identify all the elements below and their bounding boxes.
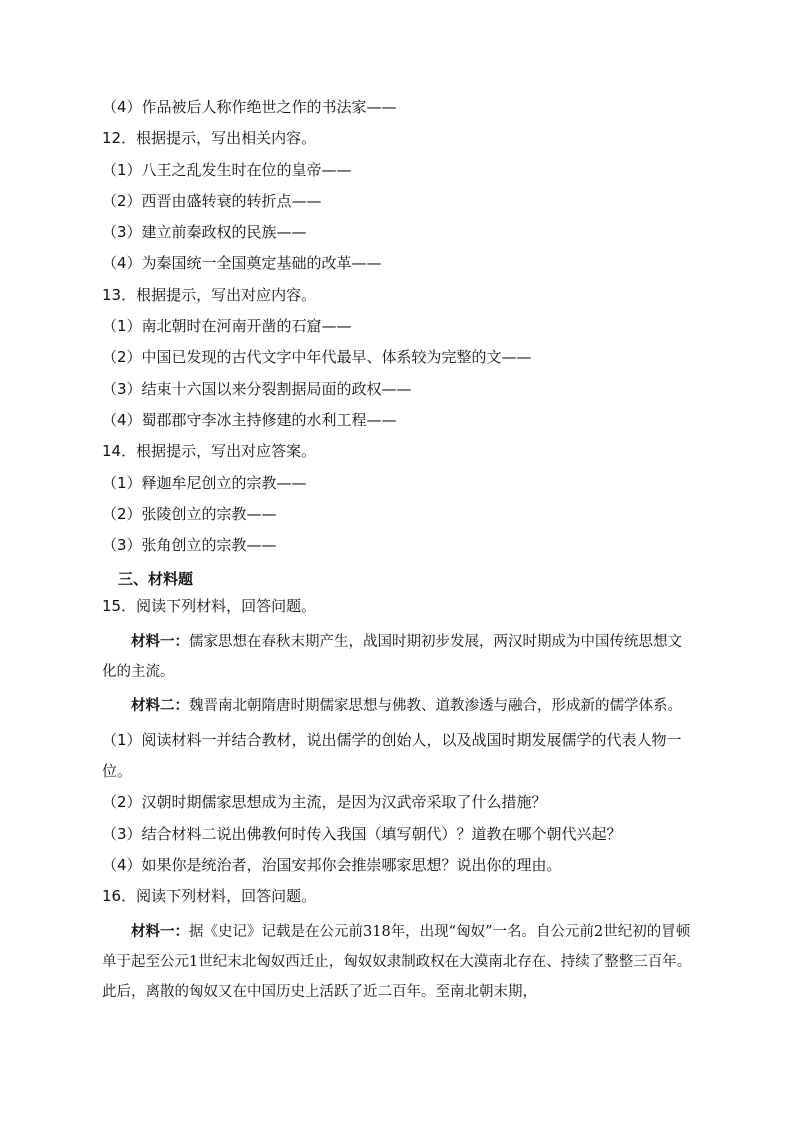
question-14-item-1: （1）释迦牟尼创立的宗教—— bbox=[102, 473, 307, 492]
question-12-item-3: （3）建立前秦政权的民族—— bbox=[102, 223, 307, 242]
q15-material-2 bbox=[102, 691, 692, 721]
question-12-item-2: （2）西晋由盛转衰的转折点—— bbox=[102, 191, 322, 210]
question-16-stem: 16．阅读下列材料，回答问题。 bbox=[102, 887, 317, 906]
q16-material-1 bbox=[102, 917, 692, 1007]
question-13-stem: 13．根据提示，写出对应内容。 bbox=[102, 285, 317, 304]
page-content bbox=[102, 92, 702, 1011]
question-13-item-2: （2）中国已发现的古代文字中年代最早、体系较为完整的文—— bbox=[102, 348, 532, 367]
material-label: 材料一： bbox=[131, 632, 189, 650]
question-13-item-1: （1）南北朝时在河南开凿的石窟—— bbox=[102, 317, 352, 336]
question-15-stem: 15．阅读下列材料，回答问题。 bbox=[102, 597, 317, 616]
question-15-sub-3: （3）结合材料二说出佛教何时传入我国（填写朝代）？道教在哪个朝代兴起？ bbox=[102, 824, 622, 843]
section-title: 三、材料题 bbox=[118, 570, 194, 589]
material-text: 魏晋南北朝隋唐时期儒家思想与佛教、道教渗透与融合，形成新的儒学体系。 bbox=[189, 697, 682, 714]
question-14-stem: 14．根据提示，写出对应答案。 bbox=[102, 442, 317, 461]
question-15-sub-1: （1）阅读材料一并结合教材，说出儒学的创始人，以及战国时期发展儒学的代表人物一位。 bbox=[102, 730, 682, 781]
material-label: 材料二： bbox=[131, 696, 189, 714]
question-11-item-4: （4）作品被后人称作绝世之作的书法家—— bbox=[102, 98, 397, 116]
q15-material-1 bbox=[102, 627, 692, 687]
question-13-item-4: （4）蜀郡郡守李冰主持修建的水利工程—— bbox=[102, 410, 397, 429]
question-15-sub-4: （4）如果你是统治者，治国安邦你会推崇哪家思想？说出你的理由。 bbox=[102, 855, 562, 874]
question-12-stem: 12．根据提示，写出相关内容。 bbox=[102, 129, 317, 148]
question-12-item-1: （1）八王之乱发生时在位的皇帝—— bbox=[102, 160, 352, 179]
material-text: 儒家思想在春秋末期产生，战国时期初步发展，两汉时期成为中国传统思想文化的主流。 bbox=[102, 633, 682, 680]
question-12-item-4: （4）为秦国统一全国奠定基础的改革—— bbox=[102, 254, 382, 273]
question-13-item-3: （3）结束十六国以来分裂割据局面的政权—— bbox=[102, 379, 412, 398]
question-14-item-3: （3）张角创立的宗教—— bbox=[102, 536, 277, 555]
material-label: 材料一： bbox=[131, 922, 189, 940]
material-text: 据《史记》记载是在公元前318年，出现“匈奴”一名。自公元前2世纪初的冒顿单于起至公元1世纪末北匈奴西迁止，匈奴奴隶制政权在大漠南北存在、持续了整整三百年。此后，离散的匈奴又在中国历史上活跃了近二百年。至南北朝末期， bbox=[102, 923, 692, 1000]
question-15-sub-2: （2）汉朝时期儒家思想成为主流，是因为汉武帝采取了什么措施？ bbox=[102, 793, 547, 812]
question-14-item-2: （2）张陵创立的宗教—— bbox=[102, 504, 277, 523]
